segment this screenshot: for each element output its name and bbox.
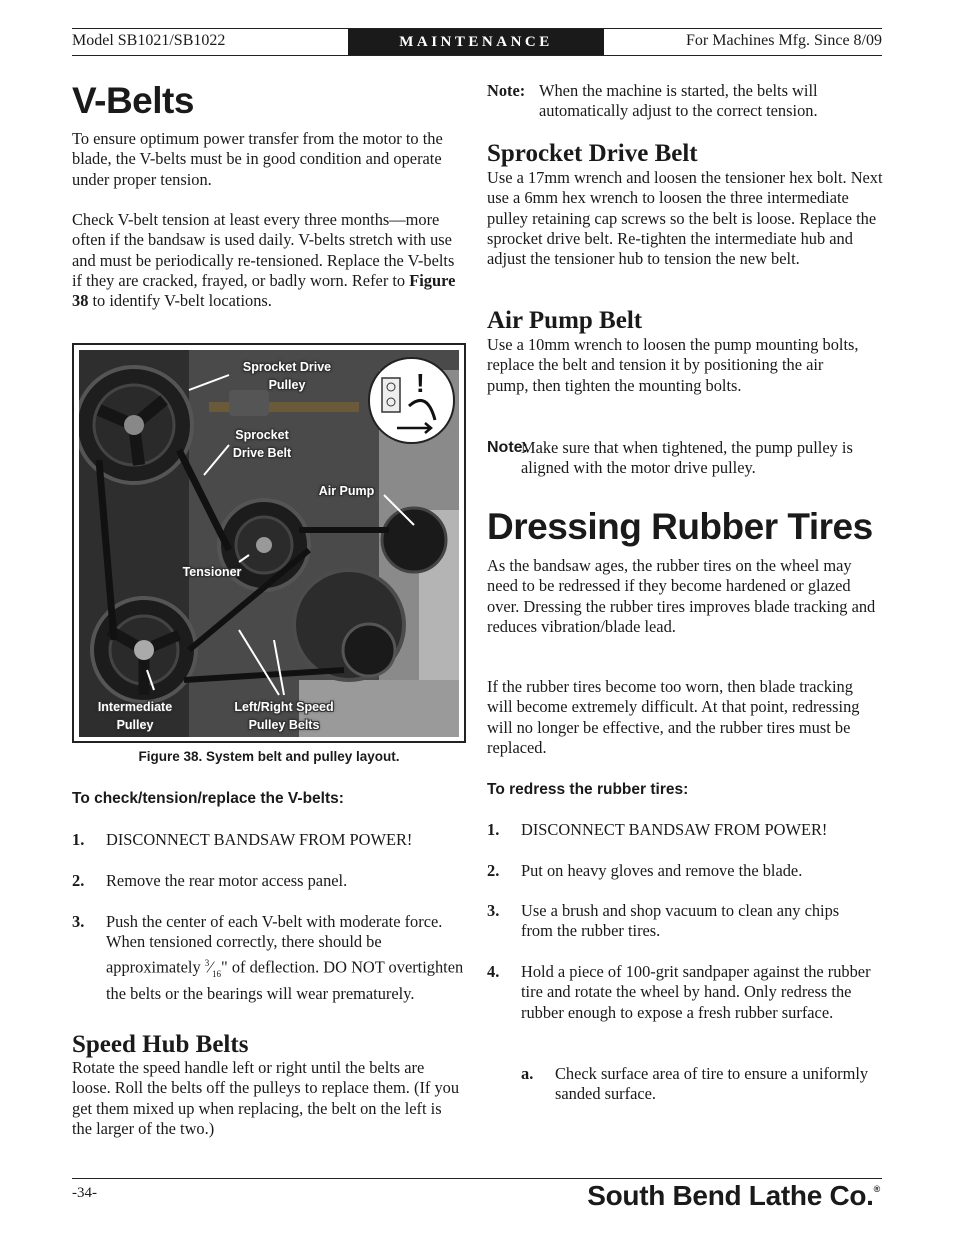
air-pump-paragraph: Use a 10mm wrench to loosen the pump mounting bolts, replace the belt and tension it by positioning the air pump, then tighten the mounting bolts.	[487, 335, 859, 395]
label-sprocket-drive-pulley: Sprocket Drive Pulley	[242, 360, 332, 392]
vbelt-steps: 1. DISCONNECT BANDSAW FROM POWER! 2. Remove the rear motor access panel. 3. Push the center of each V-belt with moderate force. When tensioned correctly, there should be approximately $^3⁄_{16}$" of deflection. DO NOT overtighten the belts or the bearings will wear prematurely.	[72, 830, 464, 1003]
air-pump-belt-title: Air Pump Belt	[487, 307, 643, 334]
sprocket-drive-belt-title: Sprocket Drive Belt	[487, 140, 698, 167]
tire-steps: 1. DISCONNECT BANDSAW FROM POWER! 2. Put on heavy gloves and remove the blade. 3. Use a brush and shop vacuum to clean any chips from the rubber tires. 4. Hold a piece of 100-grit sandpaper against the rubber tire and rotate the wheel by hand. Only redress the rubber enough to expose a fresh rubber surface. a. Check surface area of tire to ensure a uniformly sanded surface.	[487, 820, 871, 1104]
vbelts-intro: To ensure optimum power transfer from the motor to the blade, the V-belts must be in good condition and operate under proper tension.	[72, 129, 443, 189]
label-sprocket-drive-belt: Sprocket Drive Belt	[232, 428, 292, 460]
brand-logo: South Bend Lathe Co.®	[587, 1180, 880, 1211]
section-banner: MAINTENANCE	[348, 29, 604, 55]
dressing-paragraph-2: If the rubber tires become too worn, then blade tracking will become extremely difficult. At that point, redressing will no longer be effective, and the rubber tires must be replaced.	[487, 677, 860, 757]
speed-hub-paragraph: Rotate the speed handle left or right until the belts are loose. Roll the belts off the pulleys to replace them. (If you get them mixed up when replacing, the belt on the left is the larger of the two.)	[72, 1058, 460, 1138]
figure-reference[interactable]: Figure 38	[72, 270, 456, 311]
dressing-rubber-tires-title: Dressing Rubber Tires	[487, 506, 873, 547]
figure-caption: Figure 38. System belt and pulley layout.	[138, 749, 400, 764]
label-tensioner: Tensioner	[182, 565, 242, 579]
note-pump-alignment: Note: Make sure that when tightened, the pump pulley is aligned with the motor drive pulley.	[487, 438, 853, 478]
figure-38	[72, 343, 466, 743]
speed-hub-belts-title: Speed Hub Belts	[72, 1031, 249, 1058]
belt-pulley-photo	[79, 350, 459, 737]
label-speed-pulley-belts: Left/Right Speed Pulley Belts	[234, 700, 334, 732]
tire-procedure-title: To redress the rubber tires:	[487, 781, 689, 798]
manufacture-date: For Machines Mfg. Since 8/09	[686, 32, 882, 49]
vbelts-check-paragraph: Check V-belt tension at least every three months—more often if the bandsaw is used daily. V-belts stretch with use and must be periodically re-tensioned. Replace the V-belts if they are cracked, frayed, or badly worn. Refer to Figure 38 to identify V-belt locations.	[72, 210, 456, 311]
sprocket-drive-paragraph: Use a 17mm wrench and loosen the tensioner hex bolt. Next use a 6mm hex wrench to loosen the three intermediate pulley retaining cap screws so the belt is loose. Replace the sprocket drive belt. Re-tighten the intermediate hub and adjust the tensioner hub to tension the new belt.	[487, 168, 883, 269]
machine-illustration	[79, 350, 459, 737]
page-header	[72, 28, 882, 56]
page-number: -34-	[72, 1185, 97, 1201]
model-number: Model SB1021/SB1022	[72, 32, 226, 49]
svg-text:!: !	[416, 368, 425, 398]
dressing-paragraph-1: As the bandsaw ages, the rubber tires on the wheel may need to be redressed if they become hardened or glazed over. Dressing the rubber tires improves blade tracking and reduces vibration/blade lead.	[487, 556, 876, 636]
label-air-pump: Air Pump	[318, 484, 375, 498]
vbelt-procedure-title: To check/tension/replace the V-belts:	[72, 790, 344, 807]
vbelts-title: V-Belts	[72, 80, 194, 121]
label-intermediate-pulley: Intermediate Pulley	[97, 700, 173, 732]
footer-rule	[72, 1178, 882, 1179]
